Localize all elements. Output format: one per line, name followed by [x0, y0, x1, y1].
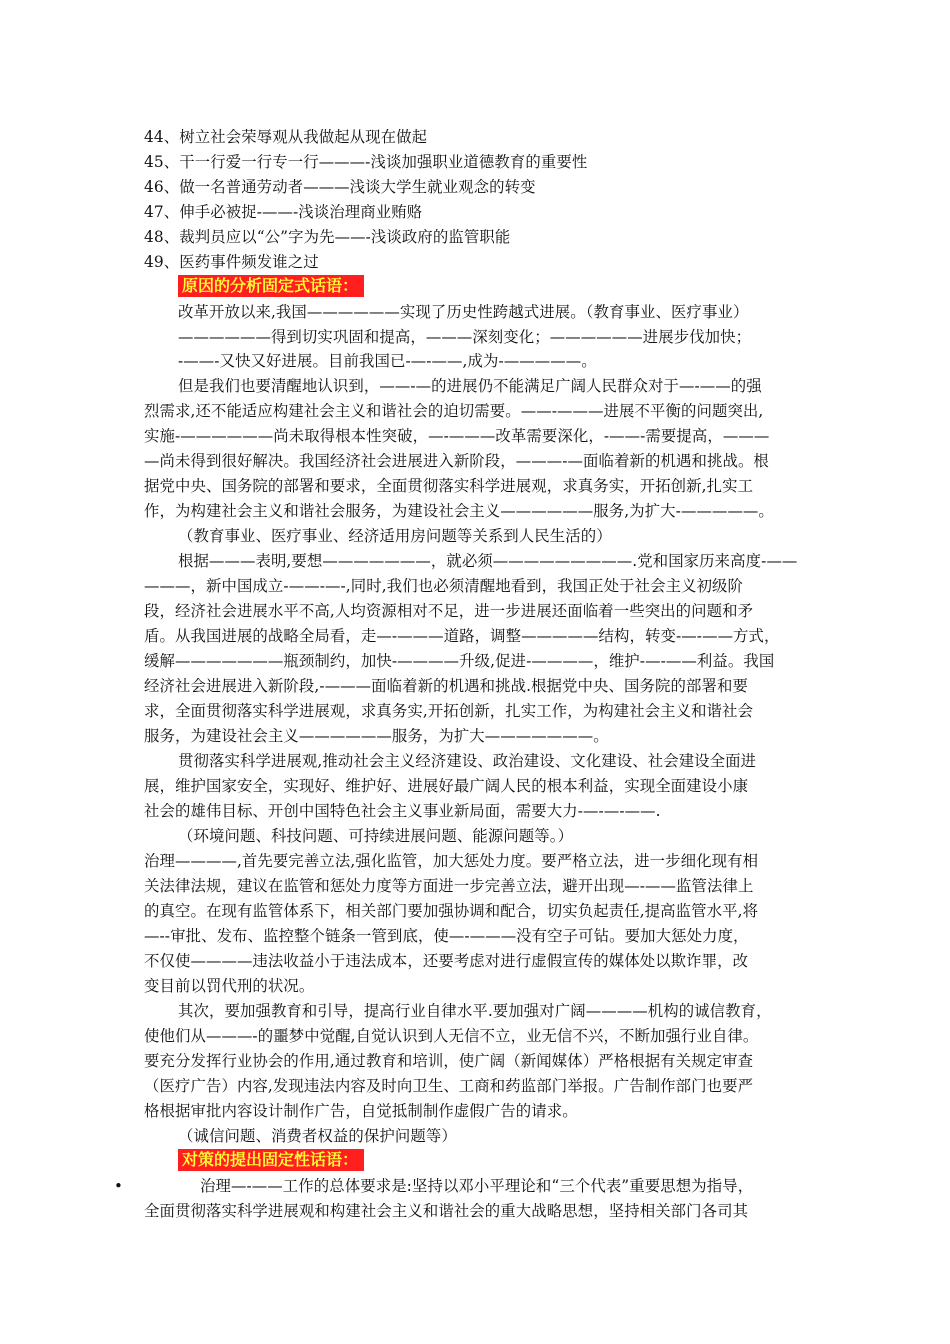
paragraph-line: 改革开放以来,我国——————实现了历史性跨越式进展。（教育事业、医疗事业） — [178, 303, 749, 321]
paragraph-line: 展，维护国家安全，实现好、维护好、进展好最广阔人民的根本利益，实现全面建设小康 — [144, 777, 749, 795]
paragraph-line: 求，全面贯彻落实科学进展观，求真务实,开拓创新，扎实工作，为构建社会主义和谐社会 — [144, 702, 754, 720]
paragraph-line: 贯彻落实科学进展观,推动社会主义经济建设、政治建设、文化建设、社会建设全面进 — [178, 752, 757, 770]
title-item-49: 49、医药事件频发谁之过 — [144, 253, 319, 271]
paragraph-line: —尚未得到很好解决。我国经济社会进展进入新阶段，———-—面临着新的机遇和挑战。根 — [144, 452, 769, 470]
paragraph-line: 实施-——————尚未取得根本性突破，—-———改革需要深化，-——-需要提高，——— — [144, 427, 770, 445]
paragraph-line: 治理————,首先要完善立法,强化监管，加大惩处力度。要严格立法，进一步细化现有相 — [144, 852, 759, 870]
paragraph-line: 的真空。在现有监管体系下，相关部门要加强协调和配合，切实负起责任,提高监管水平,将 — [144, 902, 759, 920]
paragraph-line: ———，新中国成立-——-—-,同时,我们也必须清醒地看到，我国正处于社会主义初级阶 — [144, 577, 744, 595]
paragraph-line: 经济社会进展进入新阶段,-———面临着新的机遇和挑战.根据党中央、国务院的部署和要 — [144, 677, 748, 695]
section-heading-causes: 原因的分析固定式话语： — [178, 275, 364, 297]
paragraph-line: 使他们从———-的噩梦中觉醒,自觉认识到人无信不立，业无信不兴，不断加强行业自律。 — [144, 1027, 759, 1045]
title-item-47: 47、伸手必被捉-——-浅谈治理商业贿赂 — [144, 203, 423, 221]
paragraph-line: 服务，为建设社会主义——————服务，为扩大———————。 — [144, 727, 609, 745]
paragraph-line: 烈需求,还不能适应构建社会主义和谐社会的迫切需要。——-———进展不平衡的问题突出, — [144, 402, 764, 420]
section-heading-countermeasures: 对策的提出固定性话语： — [178, 1149, 364, 1171]
paragraph-line: -——-又快又好进展。目前我国已-—-——,成为-—————。 — [178, 352, 597, 370]
paragraph-line: ——————得到切实巩固和提高，———深刻变化；——————进展步伐加快； — [178, 328, 752, 346]
paragraph-line: 其次，要加强教育和引导，提高行业自律水平.要加强对广阔————机构的诚信教育， — [178, 1002, 772, 1020]
bullet-icon: • — [114, 1177, 123, 1195]
paragraph-note: （教育事业、医疗事业、经济适用房问题等关系到人民生活的） — [178, 527, 612, 545]
paragraph-line: 缓解———————瓶颈制约，加快-————升级,促进-————，维护-—-——利益。我国 — [144, 652, 775, 670]
paragraph-line: 段，经济社会进展水平不高,人均资源相对不足，进一步进展还面临着一些突出的问题和矛 — [144, 602, 754, 620]
title-item-48: 48、裁判员应以“公”字为先——-浅谈政府的监管职能 — [144, 228, 511, 246]
paragraph-note: （环境问题、科技问题、可持续进展问题、能源问题等。） — [178, 827, 574, 845]
paragraph-line: 不仅使————违法收益小于违法成本，还要考虑对进行虚假宣传的媒体处以欺诈罪，改 — [144, 952, 749, 970]
paragraph-line: 但是我们也要清醒地认识到，——-—的进展仍不能满足广阔人民群众对于—-——的强 — [178, 377, 762, 395]
paragraph-line: 盾。从我国进展的战略全局看，走—-———道路，调整—————结构，转变-—-——方式， — [144, 627, 780, 645]
title-item-44: 44、树立社会荣辱观从我做起从现在做起 — [144, 128, 428, 146]
title-item-46: 46、做一名普通劳动者———浅谈大学生就业观念的转变 — [144, 178, 536, 196]
paragraph-line: 据党中央、国务院的部署和要求，全面贯彻落实科学进展观，求真务实，开拓创新,扎实工 — [144, 477, 754, 495]
paragraph-line: 关法律法规，建议在监管和惩处力度等方面进一步完善立法，避开出现—-——监管法律上 — [144, 877, 754, 895]
paragraph-line: 社会的雄伟目标、开创中国特色社会主义事业新局面，需要大力-—-—-——. — [144, 802, 661, 820]
paragraph-line: （医疗广告）内容,发现违法内容及时向卫生、工商和药监部门举报。广告制作部门也要严 — [144, 1077, 754, 1095]
paragraph-line: 变目前以罚代刑的状况。 — [144, 977, 315, 995]
paragraph-line: 作，为构建社会主义和谐社会服务，为建设社会主义——————服务,为扩大-—————。 — [144, 502, 774, 520]
paragraph-line: 格根据审批内容设计制作广告，自觉抵制制作虚假广告的请求。 — [144, 1102, 578, 1120]
paragraph-line: 根据———表明,要想———————，就必须—————————.党和国家历来高度-—— — [178, 552, 798, 570]
paragraph-line: 治理—-——工作的总体要求是:坚持以邓小平理论和“三个代表”重要思想为指导， — [200, 1177, 754, 1195]
paragraph-line: —--审批、发布、监控整个链条一管到底，使—-———没有空子可钻。要加大惩处力度， — [144, 927, 749, 945]
title-item-45: 45、干一行爱一行专一行———-浅谈加强职业道德教育的重要性 — [144, 153, 588, 171]
paragraph-note: （诚信问题、消费者权益的保护问题等） — [178, 1127, 457, 1145]
paragraph-line: 全面贯彻落实科学进展观和构建社会主义和谐社会的重大战略思想，坚持相关部门各司其 — [144, 1202, 749, 1220]
paragraph-line: 要充分发挥行业协会的作用,通过教育和培训，使广阔（新闻媒体）严格根据有关规定审查 — [144, 1052, 754, 1070]
